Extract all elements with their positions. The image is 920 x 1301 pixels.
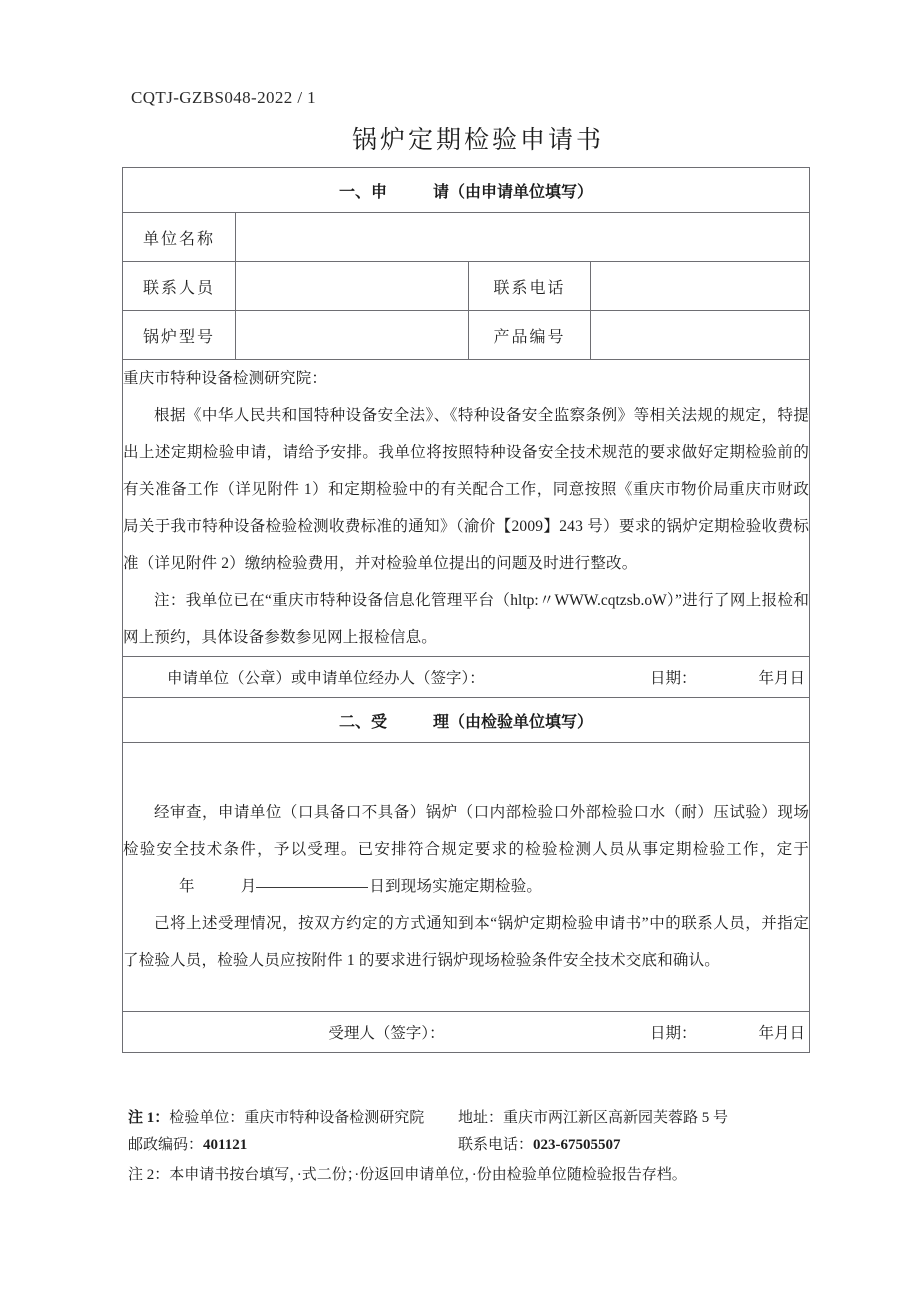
section-one-prose <box>123 360 809 656</box>
paragraph-2-pre: 注：我单位已在“重庆市特种设备信息化管理平台（ <box>154 592 511 609</box>
acceptor-date-label: 日期： <box>650 1025 697 1042</box>
table-row <box>123 168 810 213</box>
platform-url: hltp:〃WWW.cqtzsb.oW <box>510 592 667 609</box>
section-two-heading-suffix: 理（由检验单位填写） <box>433 711 594 731</box>
paragraph-2-post: ）”进行了网上报检和网上预约，具体设备参数参见网上报检信息。 <box>123 592 810 646</box>
table-row <box>123 360 810 657</box>
note2-line: 注 2：本申请书按台填写，·式二份；·份返回申请单位，·份由检验单位随检验报告存档。 <box>128 1167 687 1183</box>
acceptor-signature-line <box>123 1021 809 1043</box>
section-one-signature-row <box>123 657 810 698</box>
acceptance-year: 年 <box>179 877 195 895</box>
unit-name-label: 单位名称 <box>123 213 236 262</box>
section-two-prose <box>123 794 809 979</box>
acceptance-text-b: 日到现场实施定期检验。 <box>369 877 543 895</box>
contact-person-label: 联系人员 <box>123 262 236 311</box>
note1-tel-value: 023-67505507 <box>533 1137 621 1153</box>
table-row <box>123 1012 810 1053</box>
section-one-paragraph-1: 根据《中华人民共和国特种设备安全法》、《特种设备安全监察条例》等相关法规的规定，特提出上述定期检验申请，请给予安排。我单位将按照特种设备安全技术规范的要求做好定期检验前的有关准备工作（详见附件 1）和定期检验中的有关配合工作，同意按照《重庆市物价局重庆市财政局关于我市特种设备检验检测收费标准的通知》（渝价【2009】243 号）要求的锅炉定期检验收费标准（详见附件 2）缴纳检验费用，并对检验单位提出的问题及时进行整改。 <box>123 407 810 572</box>
table-row <box>123 657 810 698</box>
contact-phone-input[interactable] <box>591 262 810 311</box>
footer-zip-cell <box>128 1132 458 1159</box>
section-two-heading-prefix: 二、受 <box>339 711 388 731</box>
note1-addr-label: 地址： <box>458 1110 504 1126</box>
section-one-body <box>123 360 810 657</box>
boiler-model-label: 锅炉型号 <box>123 311 236 360</box>
unit-name-input[interactable] <box>236 213 810 262</box>
acceptance-text-a: 经审查，申请单位（口具备口不具备）锅炉（口内部检验口外部检验口水（耐）压试验）现场检验安全技术条件，予以受理。已安排符合规定要求的检验检测人员从事定期检验工作，定于 <box>123 803 810 858</box>
note1-org-label: 检验单位： <box>169 1110 245 1126</box>
table-row <box>123 743 810 1012</box>
note1-zip-label: 邮政编码： <box>128 1137 204 1153</box>
note1-addr-value: 重庆市两江新区高新园芙蓉路 5 号 <box>503 1110 729 1126</box>
note1-org-value: 重庆市特种设备检测研究院 <box>244 1110 425 1126</box>
note1-tel-label: 联系电话： <box>458 1137 534 1153</box>
document-code: CQTJ-GZBS048-2022 / 1 <box>131 88 317 107</box>
footer-row-contact <box>128 1132 828 1159</box>
note1-label: 注 1： <box>128 1110 170 1126</box>
note1-zip-value: 401121 <box>203 1137 248 1153</box>
applicant-date-label: 日期： <box>650 670 697 687</box>
table-row <box>123 262 810 311</box>
section-one-heading-suffix: 请（由申请单位填写） <box>433 181 594 201</box>
footer-row-org <box>128 1105 828 1132</box>
footer-tel-cell <box>458 1132 818 1159</box>
section-two-heading <box>123 698 810 743</box>
contact-phone-label: 联系电话 <box>469 262 591 311</box>
signature-line <box>123 666 809 688</box>
product-number-input[interactable] <box>591 311 810 360</box>
table-row <box>123 213 810 262</box>
applicant-date-ymd: 年月日 <box>758 670 806 687</box>
day-blank-line[interactable] <box>256 886 368 888</box>
section-one-heading <box>123 168 810 213</box>
table-row <box>123 698 810 743</box>
section-two-body <box>123 743 810 1012</box>
footer-address-cell <box>458 1105 818 1132</box>
product-number-label: 产品编号 <box>469 311 591 360</box>
acceptor-date-ymd: 年月日 <box>758 1025 806 1042</box>
acceptor-signature-label: 受理人（签字）： <box>328 1025 445 1042</box>
application-form-table <box>122 167 810 1053</box>
section-one-paragraph-2 <box>123 582 809 656</box>
section-two-signature-row <box>123 1012 810 1053</box>
section-one-heading-prefix: 一、申 <box>339 181 388 201</box>
footer-notes <box>128 1105 828 1189</box>
applicant-signature-label: 申请单位（公章）或申请单位经办人（签字）： <box>167 670 485 687</box>
page-title: 锅炉定期检验申请书 <box>351 125 604 154</box>
contact-person-input[interactable] <box>236 262 469 311</box>
table-row <box>123 311 810 360</box>
footer-org-cell <box>128 1105 458 1132</box>
boiler-model-input[interactable] <box>236 311 469 360</box>
section-two-paragraph-1 <box>123 794 809 905</box>
addressee-line: 重庆市特种设备检测研究院： <box>123 370 328 387</box>
section-two-paragraph-2: 己将上述受理情况，按双方约定的方式通知到本“锅炉定期检验申请书”中的联系人员，并指定了检验人员，检验人员应按附件 1 的要求进行锅炉现场检验条件安全技术交底和确认。 <box>123 914 810 969</box>
acceptance-month: 月 <box>240 877 257 895</box>
